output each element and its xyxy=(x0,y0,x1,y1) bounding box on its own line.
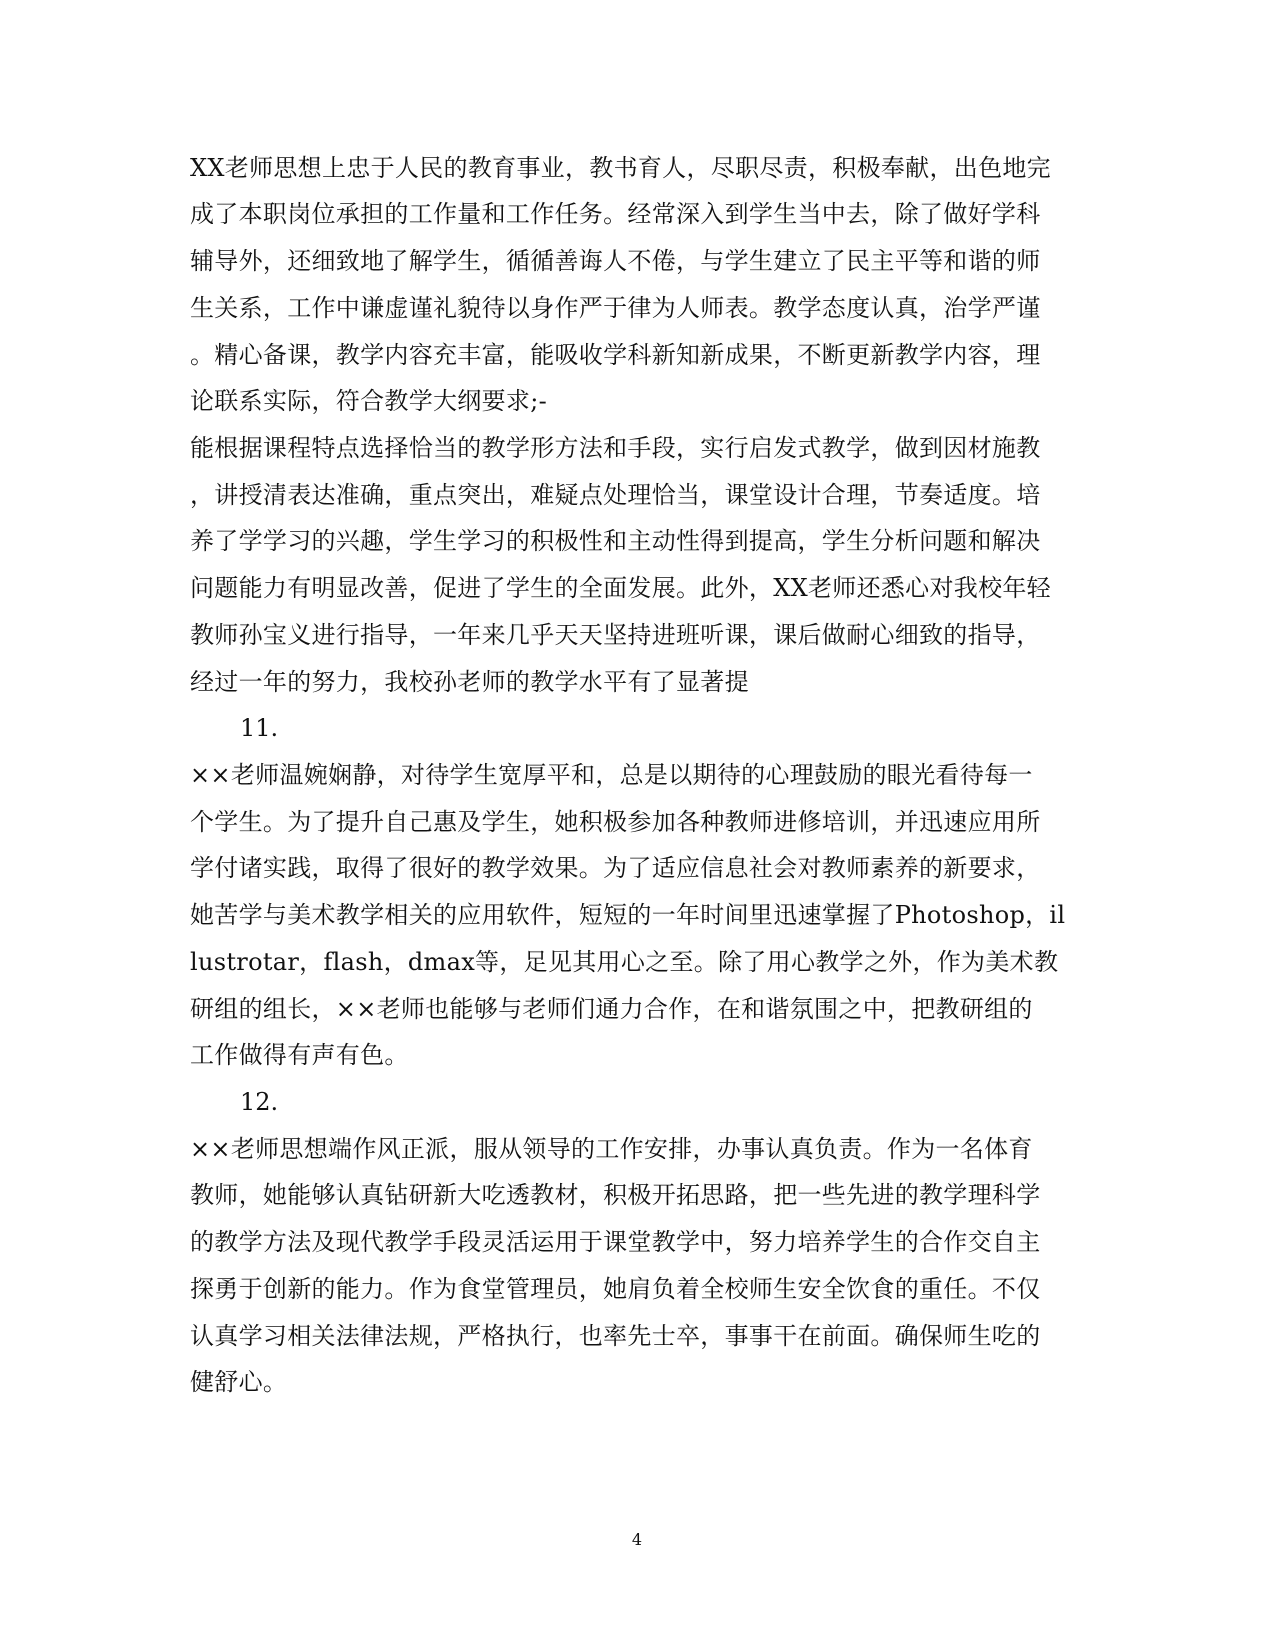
text-line: 生关系，工作中谦虚谨礼貌待以身作严于律为人师表。教学态度认真，治学严谨 xyxy=(190,294,1041,322)
text-line: 她苦学与美术教学相关的应用软件，短短的一年时间里迅速掌握了Photoshop，il xyxy=(190,901,1066,929)
text-line: 辅导外，还细致地了解学生，循循善诲人不倦，与学生建立了民主平等和谐的师 xyxy=(190,247,1041,275)
text-line: 探勇于创新的能力。作为食堂管理员，她肩负着全校师生安全饮食的重任。不仅 xyxy=(190,1275,1041,1303)
text-line: 养了学学习的兴趣，学生学习的积极性和主动性得到提高，学生分析问题和解决 xyxy=(190,527,1041,555)
text-line: 问题能力有明显改善，促进了学生的全面发展。此外，XX老师还悉心对我校年轻 xyxy=(190,574,1051,602)
text-line: 教师，她能够认真钻研新大吃透教材，积极开拓思路，把一些先进的教学理科学 xyxy=(190,1181,1041,1209)
text-line: 教师孙宝义进行指导，一年来几乎天天坚持进班听课，课后做耐心细致的指导， xyxy=(190,621,1041,649)
text-line: 经过一年的努力，我校孙老师的教学水平有了显著提 xyxy=(190,668,749,696)
text-line: 健舒心。 xyxy=(190,1368,288,1396)
text-line: ××老师思想端作风正派，服从领导的工作安排，办事认真负责。作为一名体育 xyxy=(190,1135,1033,1163)
text-line: ××老师温婉娴静，对待学生宽厚平和，总是以期待的心理鼓励的眼光看待每一 xyxy=(190,761,1033,789)
text-line: ，讲授清表达准确，重点突出，难疑点处理恰当，课堂设计合理，节奏适度。培 xyxy=(190,481,1041,509)
text-line: 成了本职岗位承担的工作量和工作任务。经常深入到学生当中去，除了做好学科 xyxy=(190,200,1041,228)
text-line: lustrotar，flash，dmax等，足见其用心之至。除了用心教学之外，作为美术教 xyxy=(190,948,1059,976)
text-line: 学付诸实践，取得了很好的教学效果。为了适应信息社会对教师素养的新要求， xyxy=(190,854,1041,882)
text-line: 研组的组长，××老师也能够与老师们通力合作，在和谐氛围之中，把教研组的 xyxy=(190,995,1033,1023)
item-number-11: 11. xyxy=(240,714,279,742)
item-number-12: 12. xyxy=(240,1088,279,1116)
text-line: 的教学方法及现代教学手段灵活运用于课堂教学中，努力培养学生的合作交自主 xyxy=(190,1228,1041,1256)
text-line: 个学生。为了提升自己惠及学生，她积极参加各种教师进修培训，并迅速应用所 xyxy=(190,808,1041,836)
text-line: 论联系实际，符合教学大纲要求;- xyxy=(190,387,547,415)
text-line: XX老师思想上忠于人民的教育事业，教书育人，尽职尽责，积极奉献，出色地完 xyxy=(190,154,1051,182)
text-line: 工作做得有声有色。 xyxy=(190,1041,409,1069)
text-line: 能根据课程特点选择恰当的教学形方法和手段，实行启发式教学，做到因材施教 xyxy=(190,434,1041,462)
text-line: 。精心备课，教学内容充丰富，能吸收学科新知新成果，不断更新教学内容，理 xyxy=(190,341,1041,369)
text-line: 认真学习相关法律法规，严格执行，也率先士卒，事事干在前面。确保师生吃的 xyxy=(190,1322,1041,1350)
page-number: 4 xyxy=(631,1530,643,1549)
